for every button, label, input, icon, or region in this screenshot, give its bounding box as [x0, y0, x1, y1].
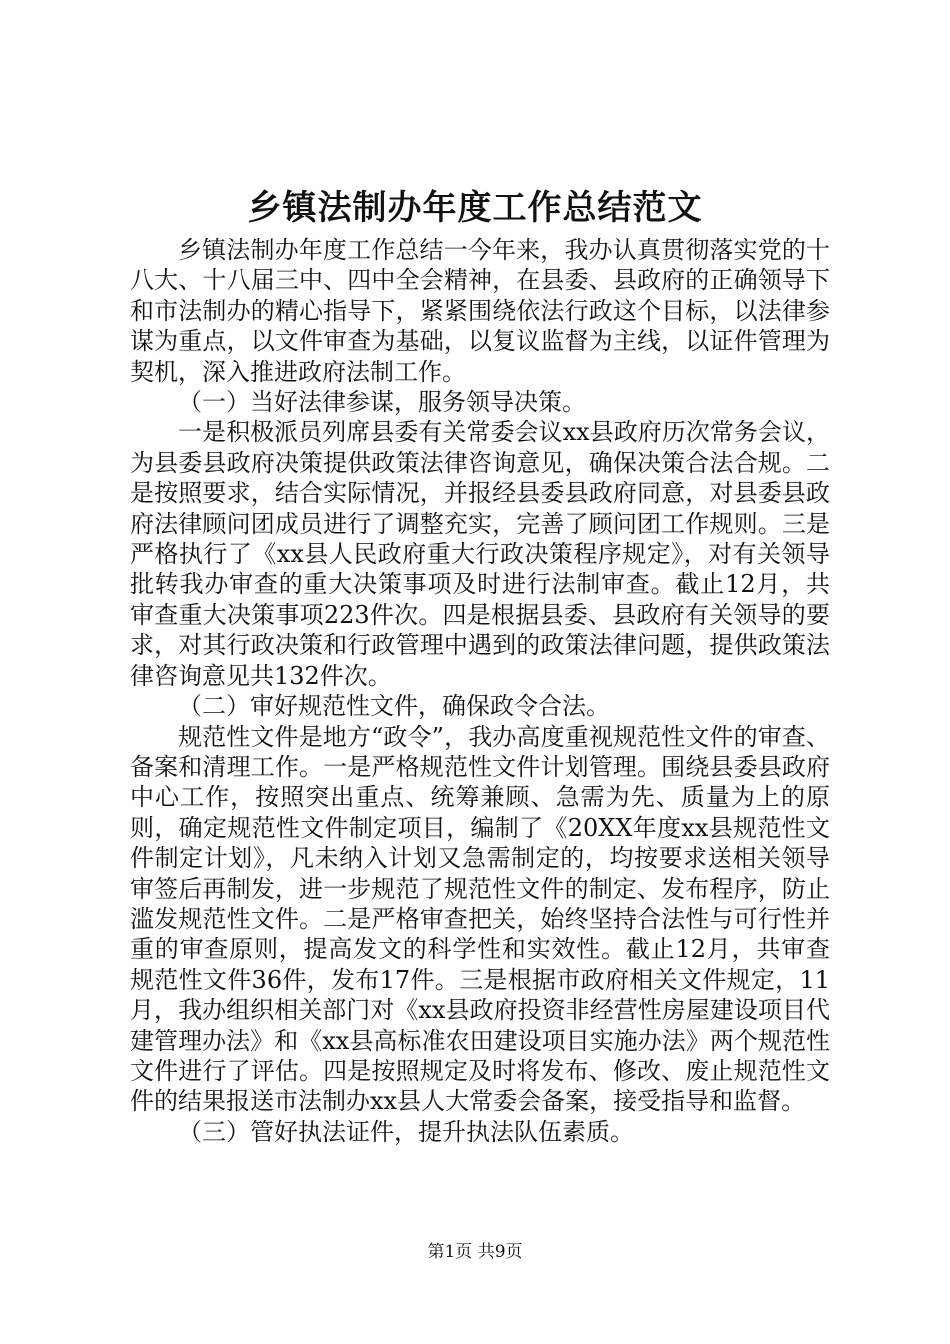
- paragraph-intro: 乡镇法制办年度工作总结一今年来，我办认真贯彻落实党的十八大、十八届三中、四中全会精神，在县委、县政府的正确领导下和市法制办的精心指导下，紧紧围绕依法行政这个目标，以法律参谋为重点，以文件审查为基础，以复议监督为主线，以证件管理为契机，深入推进政府法制工作。: [130, 236, 830, 386]
- section-heading-3: （三）管好执法证件，提升执法队伍素质。: [178, 1117, 634, 1146]
- section-heading-1: （一）当好法律参谋，服务领导决策。: [178, 388, 586, 417]
- document-body: [130, 235, 830, 1147]
- document-title: 乡镇法制办年度工作总结范文: [247, 188, 703, 228]
- paragraph-section-2: 规范性文件是地方“政令”，我办高度重视规范性文件的审查、备案和清理工作。一是严格规范性文件计划管理。围绕县委县政府中心工作，按照突出重点、统筹兼顾、急需为先、质量为上的原则，确定规范性文件制定项目，编制了《20XX年度xx县规范性文件制定计划》，凡未纳入计划又急需制定的，均按要求送相关领导审签后再制发，进一步规范了规范性文件的制定、发布程序，防止滥发规范性文件。二是严格审查把关，始终坚持合法性与可行性并重的审查原则，提高发文的科学性和实效性。截止12月，共审查规范性文件36件，发布17件。三是根据市政府相关文件规定，11月，我办组织相关部门对《xx县政府投资非经营性房屋建设项目代建管理办法》和《xx县高标准农田建设项目实施办法》两个规范性文件进行了评估。四是按照规定及时将发布、修改、废止规范性文件的结果报送市法制办xx县人大常委会备案，接受指导和监督。: [130, 722, 830, 1116]
- paragraph-section-1: 一是积极派员列席县委有关常委会议xx县政府历次常务会议，为县委县政府决策提供政策法律咨询意见，确保决策合法合规。二是按照要求，结合实际情况，并报经县委县政府同意，对县委县政府法律顾问团成员进行了调整充实，完善了顾问团工作规则。三是严格执行了《xx县人民政府重大行政决策程序规定》，对有关领导批转我办审查的重大决策事项及时进行法制审查。截止12月，共审查重大决策事项223件次。四是根据县委、县政府有关领导的要求，对其行政决策和行政管理中遇到的政策法律问题，提供政策法律咨询意见共132件次。: [130, 418, 830, 690]
- section-heading-2: （二）审好规范性文件，确保政令合法。: [178, 692, 610, 721]
- page-footer: 第1页 共9页: [427, 1242, 523, 1262]
